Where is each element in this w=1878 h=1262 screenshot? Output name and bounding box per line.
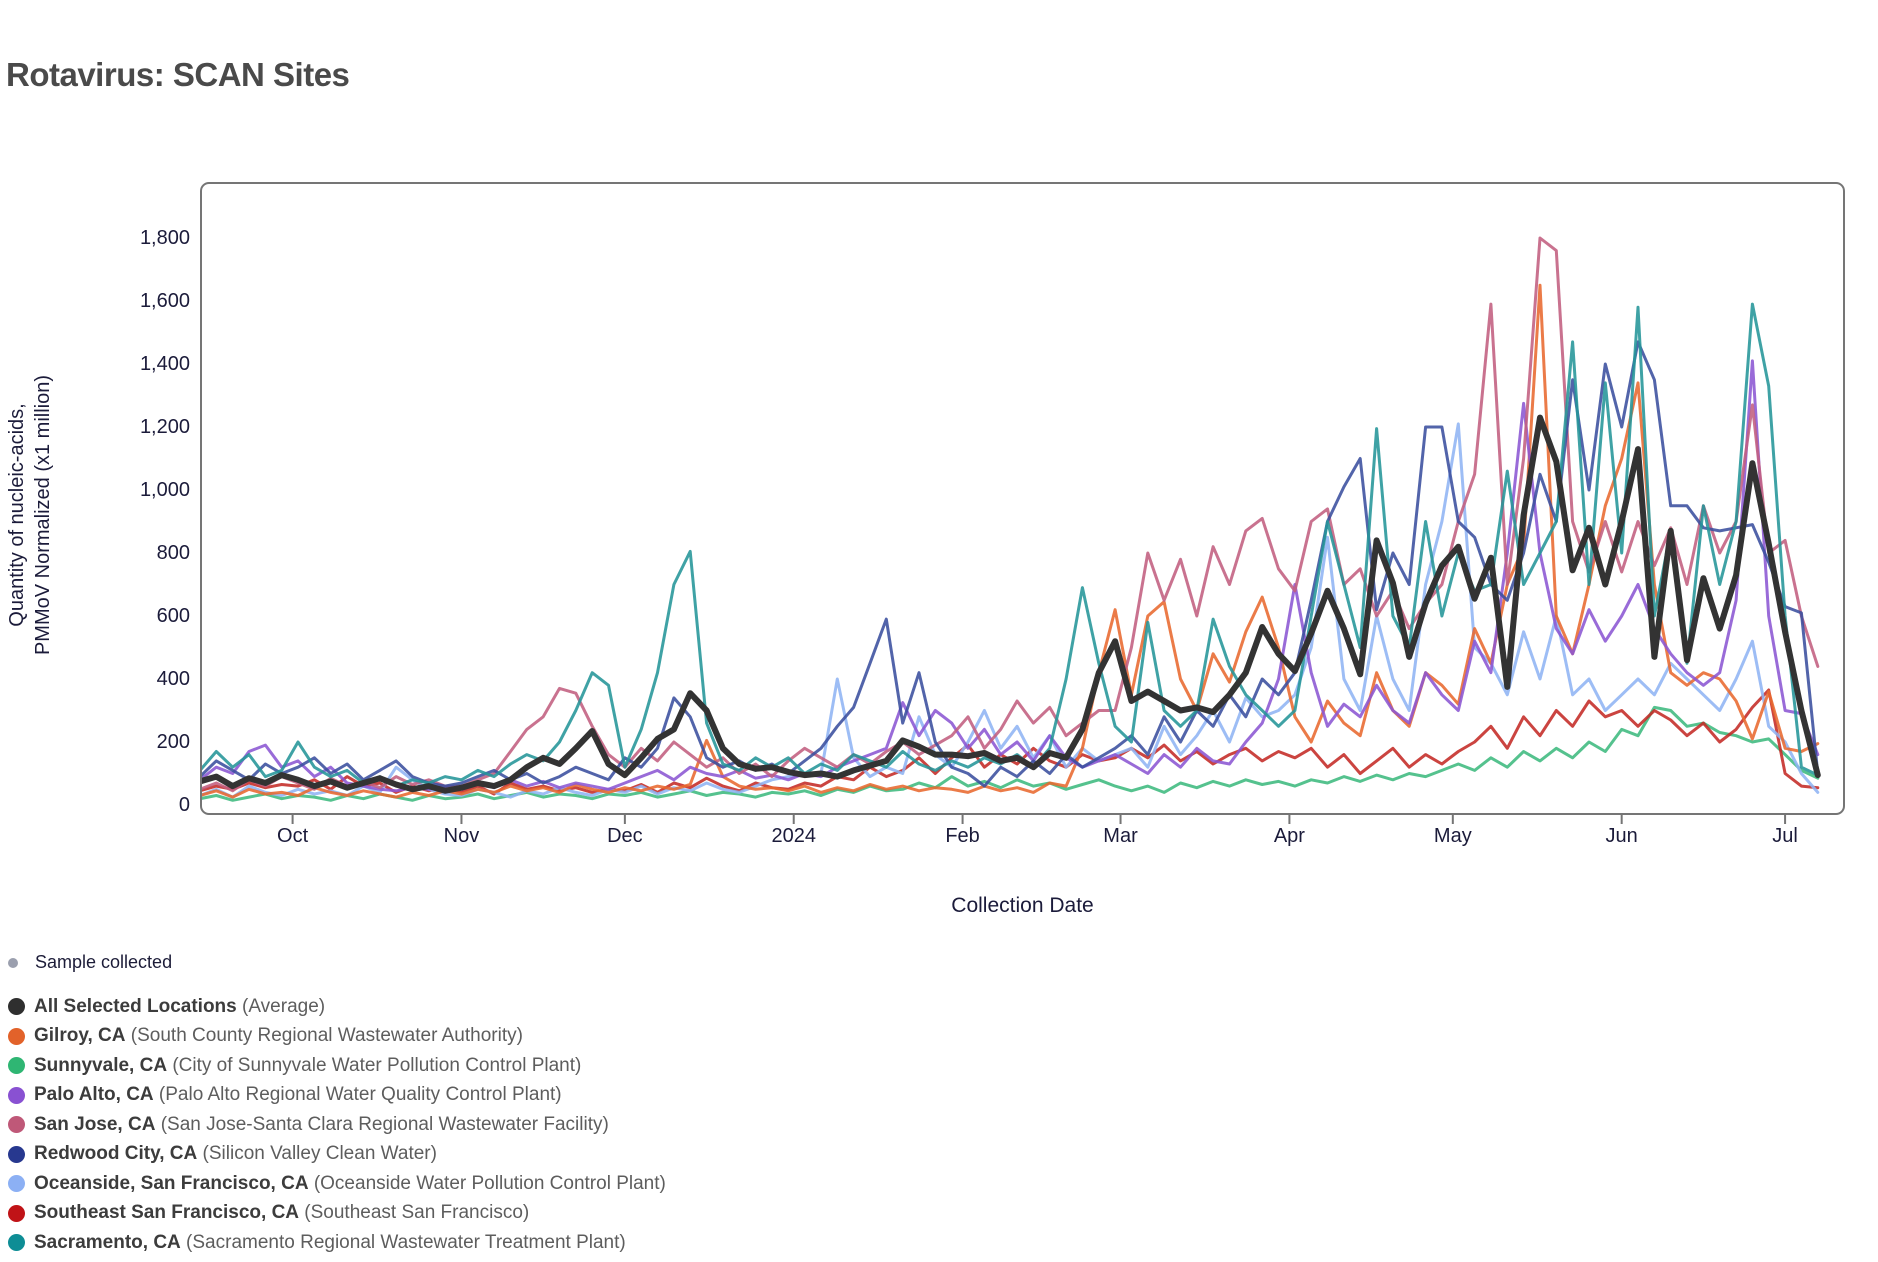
y-axis-title — [4, 235, 60, 795]
y-tick-label-200: 200 — [156, 731, 190, 753]
legend-location-name: Southeast San Francisco, CA — [34, 1202, 300, 1224]
legend-color-dot-icon — [8, 1116, 25, 1133]
x-tick-label-dec: Dec — [607, 825, 643, 847]
y-axis-title-line1: Quantity of nucleic-acids, — [6, 403, 28, 627]
legend-location-name: All Selected Locations — [34, 995, 237, 1017]
legend-location-detail: (Palo Alto Regional Water Quality Control Plant) — [153, 1084, 562, 1106]
legend-color-dot-icon — [8, 1146, 25, 1163]
x-tick-label-apr: Apr — [1273, 825, 1305, 847]
legend-color-dot-icon — [8, 1175, 25, 1192]
legend-item-sacramento-ca — [8, 1228, 666, 1258]
y-tick-label-0: 0 — [178, 794, 190, 816]
legend-item-redwood-city-ca — [8, 1140, 666, 1170]
legend-location-name: Palo Alto, CA — [34, 1084, 154, 1106]
legend-location-name: Sunnyvale, CA — [34, 1054, 168, 1076]
legend-location-name: Redwood City, CA — [34, 1143, 198, 1165]
legend-color-dot-icon — [8, 1057, 25, 1074]
legend-color-dot-icon — [8, 998, 25, 1015]
rotavirus-line-chart[interactable] — [200, 182, 1848, 826]
legend-location-name: Sacramento, CA — [34, 1231, 181, 1253]
legend-location-detail: (South County Regional Wastewater Authority) — [125, 1025, 523, 1047]
legend-location-detail: (Silicon Valley Clean Water) — [197, 1143, 437, 1165]
x-tick-label-may: May — [1433, 825, 1472, 847]
y-tick-label-600: 600 — [156, 605, 190, 627]
location-legend — [8, 992, 666, 1258]
x-tick-label-mar: Mar — [1103, 825, 1138, 847]
x-tick-label-2024: 2024 — [771, 825, 816, 847]
legend-location-detail: (Average) — [236, 995, 326, 1017]
legend-color-dot-icon — [8, 1234, 25, 1251]
legend-item-gilroy-ca — [8, 1022, 666, 1052]
x-axis-title: Collection Date — [951, 894, 1094, 917]
legend-location-name: Gilroy, CA — [34, 1025, 126, 1047]
y-tick-label-1000: 1,000 — [139, 479, 190, 501]
legend-location-detail: (Southeast San Francisco) — [299, 1202, 530, 1224]
sample-collected-dot-icon — [8, 958, 18, 968]
legend-location-name: San Jose, CA — [34, 1113, 156, 1135]
legend-color-dot-icon — [8, 1087, 25, 1104]
series-line-palo-alto-ca — [200, 361, 1818, 791]
y-tick-label-1600: 1,600 — [139, 290, 190, 312]
legend-item-oceanside-san-francisco-ca — [8, 1169, 666, 1199]
legend-item-palo-alto-ca — [8, 1081, 666, 1111]
legend-location-detail: (Sacramento Regional Wastewater Treatment Plant) — [180, 1231, 626, 1253]
y-tick-label-1800: 1,800 — [139, 227, 190, 249]
page-title: Rotavirus: SCAN Sites — [6, 56, 350, 94]
legend-item-san-jose-ca — [8, 1110, 666, 1140]
y-tick-label-800: 800 — [156, 542, 190, 564]
legend-location-detail: (City of Sunnyvale Water Pollution Control Plant) — [167, 1054, 582, 1076]
legend-location-name: Oceanside, San Francisco, CA — [34, 1172, 309, 1194]
y-tick-label-400: 400 — [156, 668, 190, 690]
x-tick-label-jul: Jul — [1772, 825, 1798, 847]
legend-item-sunnyvale-ca — [8, 1051, 666, 1081]
x-tick-label-oct: Oct — [277, 825, 309, 847]
legend-sample-collected — [8, 952, 172, 973]
legend-color-dot-icon — [8, 1205, 25, 1222]
y-axis-title-line2: PMMoV Normalized (x1 million) — [32, 374, 54, 656]
y-tick-label-1200: 1,200 — [139, 416, 190, 438]
plot-border — [201, 183, 1844, 814]
series-line-san-jose-ca — [200, 238, 1818, 791]
legend-location-detail: (San Jose-Santa Clara Regional Wastewater Facility) — [155, 1113, 609, 1135]
legend-location-detail: (Oceanside Water Pollution Control Plant) — [308, 1172, 666, 1194]
sample-collected-label: Sample collected — [35, 952, 173, 972]
legend-item-southeast-san-francisco-ca — [8, 1199, 666, 1229]
legend-item-all-selected-locations — [8, 992, 666, 1022]
series-line-oceanside-san-francisco-ca — [200, 424, 1818, 797]
y-tick-label-1400: 1,400 — [139, 353, 190, 375]
x-tick-label-nov: Nov — [443, 825, 480, 847]
x-tick-label-jun: Jun — [1605, 825, 1638, 847]
legend-color-dot-icon — [8, 1028, 25, 1045]
x-tick-label-feb: Feb — [945, 825, 980, 847]
